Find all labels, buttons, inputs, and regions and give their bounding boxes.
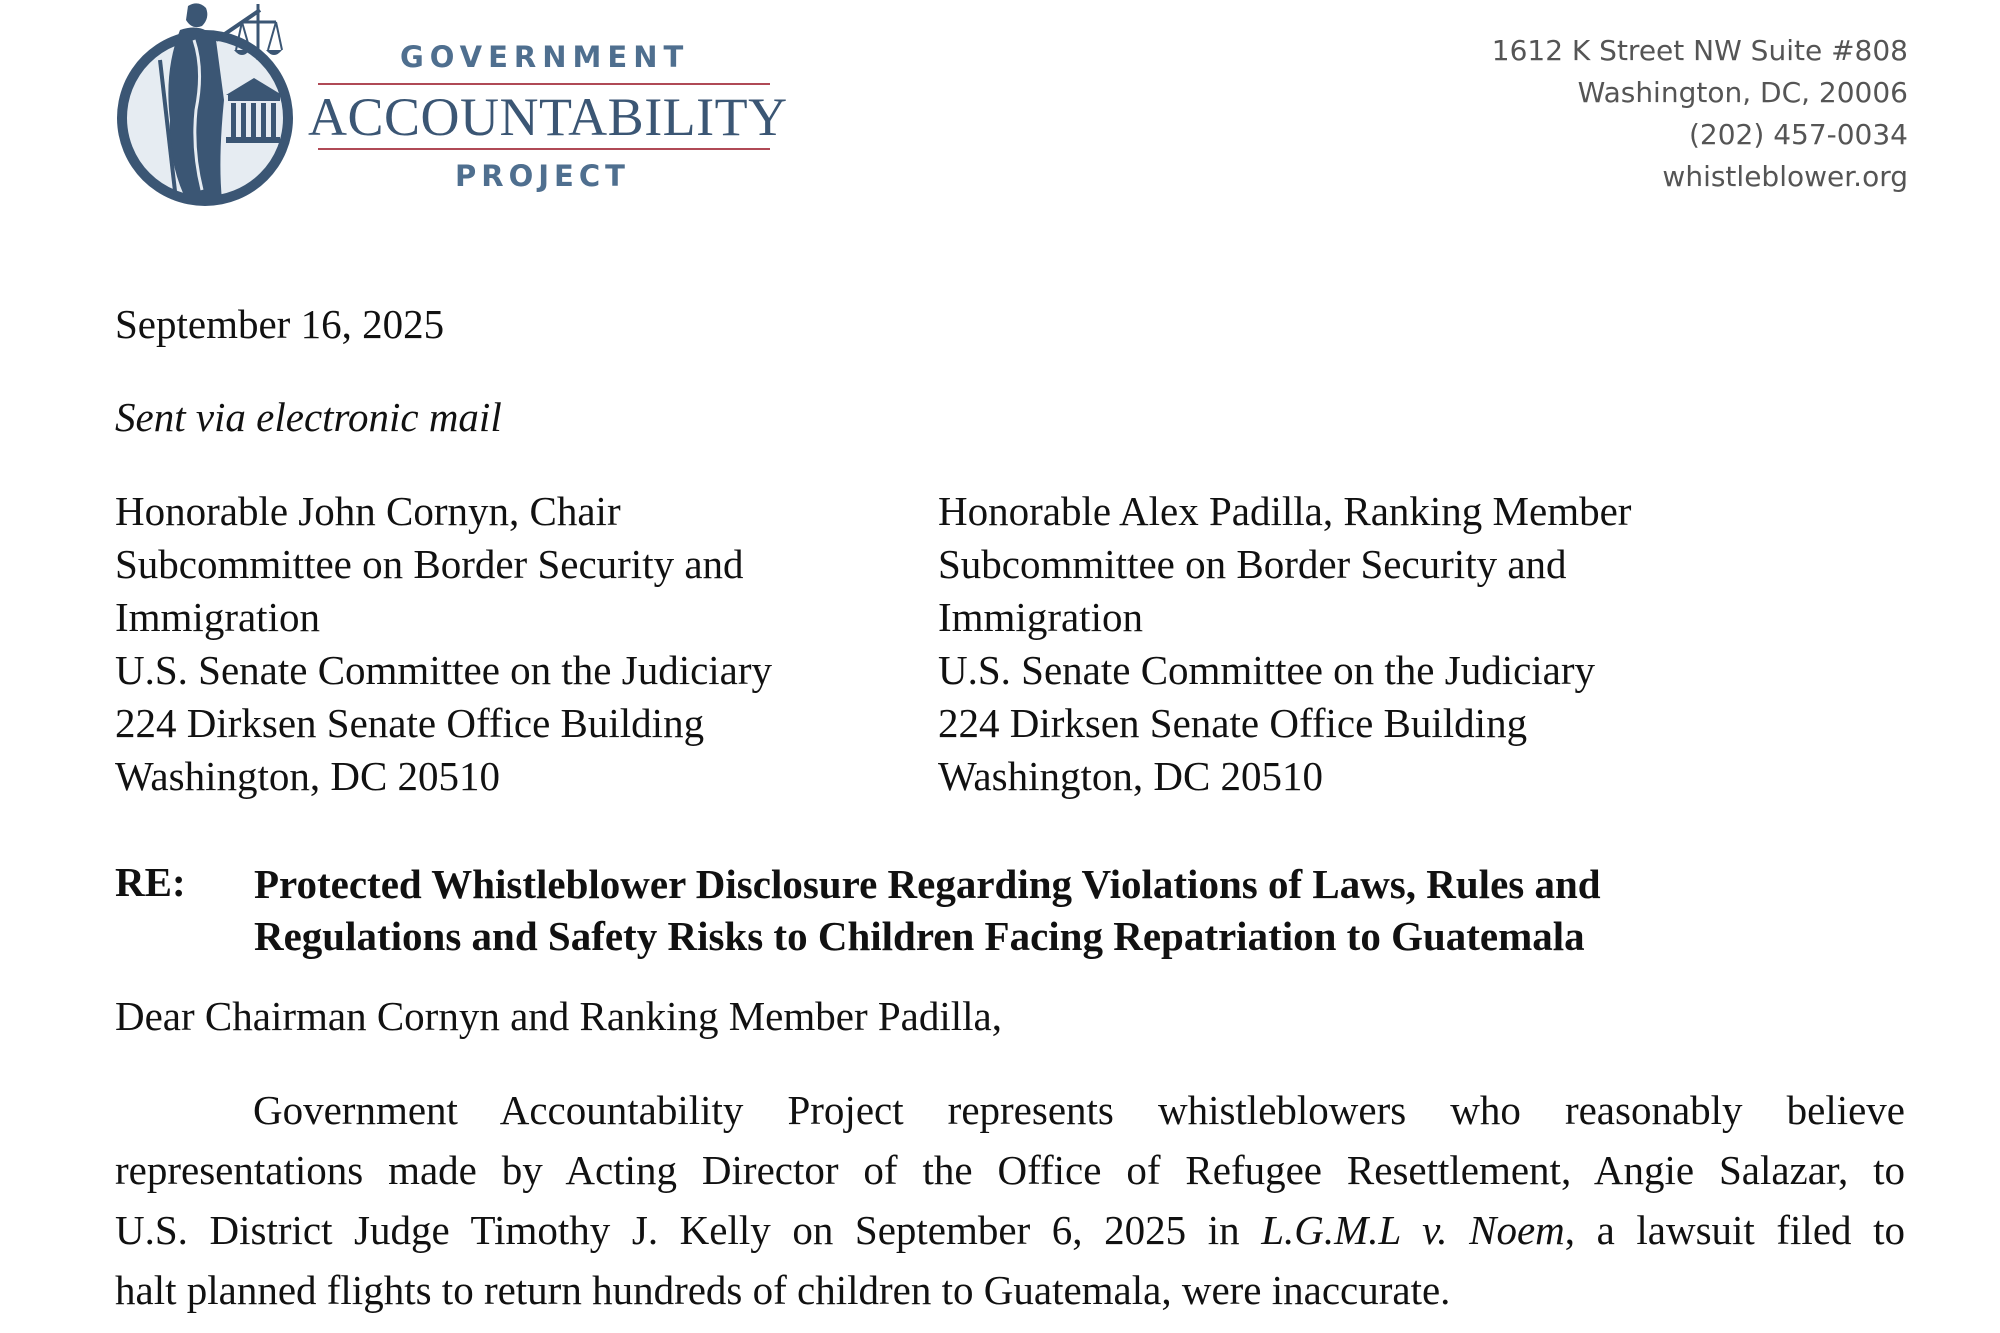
contact-block [1492, 30, 1908, 198]
recipient-right-line-5: 224 Dirksen Senate Office Building [938, 700, 1528, 746]
letter-date: September 16, 2025 [115, 301, 445, 347]
website-link[interactable]: whistleblower.org [1662, 160, 1908, 193]
re-subject-line-2: Regulations and Safety Risks to Children Facing Repatriation to Guatemala [254, 913, 1585, 959]
recipient-right-line-4: U.S. Senate Committee on the Judiciary [938, 647, 1596, 693]
address-line-2: Washington, DC, 20006 [1577, 76, 1908, 109]
body-line-4: halt planned flights to return hundreds of children to Guatemala, were inaccurate. [115, 1267, 1451, 1313]
case-name: L.G.M.L v. Noem [1261, 1207, 1565, 1253]
body-paragraph [115, 1080, 1905, 1320]
org-name-line-1: GOVERNMENT [400, 40, 690, 74]
re-label: RE: [115, 859, 186, 905]
recipient-right-line-3: Immigration [938, 594, 1143, 640]
org-name-line-2: ACCOUNTABILITY [308, 87, 788, 147]
body-line-3 [115, 1200, 1905, 1260]
address-line-1: 1612 K Street NW Suite #808 [1491, 34, 1908, 67]
recipient-left-line-3: Immigration [115, 594, 320, 640]
phone-number: (202) 457-0034 [1689, 118, 1908, 151]
re-subject-line-1: Protected Whistleblower Disclosure Regarding Violations of Laws, Rules and [254, 861, 1601, 907]
recipient-left-line-5: 224 Dirksen Senate Office Building [115, 700, 705, 746]
recipient-left [115, 485, 915, 803]
delivery-note: Sent via electronic mail [115, 394, 502, 440]
org-name-rule-top [318, 83, 770, 85]
body-line-3-start: U.S. District Judge Timothy J. Kelly on September 6, 2025 in [115, 1207, 1262, 1253]
recipient-left-line-1: Honorable John Cornyn, Chair [115, 488, 621, 534]
recipient-left-line-6: Washington, DC 20510 [115, 753, 501, 799]
body-line-2: representations made by Acting Director of the Office of Refugee Resettlement, Angie Salazar, to [115, 1147, 1905, 1193]
org-name-line-3: PROJECT [455, 159, 630, 193]
recipient-right-line-1: Honorable Alex Padilla, Ranking Member [938, 488, 1632, 534]
lady-justice-seal-icon [110, 0, 300, 210]
org-name-rule-bottom [318, 148, 770, 150]
recipient-right [938, 485, 1738, 803]
body-line-3-end: , a lawsuit filed to [1564, 1207, 1905, 1253]
body-line-1: Government Accountability Project represents whistleblowers who reasonably believe [253, 1087, 1905, 1133]
recipient-left-line-4: U.S. Senate Committee on the Judiciary [115, 647, 773, 693]
re-subject [254, 858, 1914, 962]
recipient-left-line-2: Subcommittee on Border Security and [115, 541, 744, 587]
recipient-right-line-6: Washington, DC 20510 [938, 753, 1324, 799]
recipient-right-line-2: Subcommittee on Border Security and [938, 541, 1567, 587]
salutation: Dear Chairman Cornyn and Ranking Member Padilla, [115, 993, 1002, 1039]
